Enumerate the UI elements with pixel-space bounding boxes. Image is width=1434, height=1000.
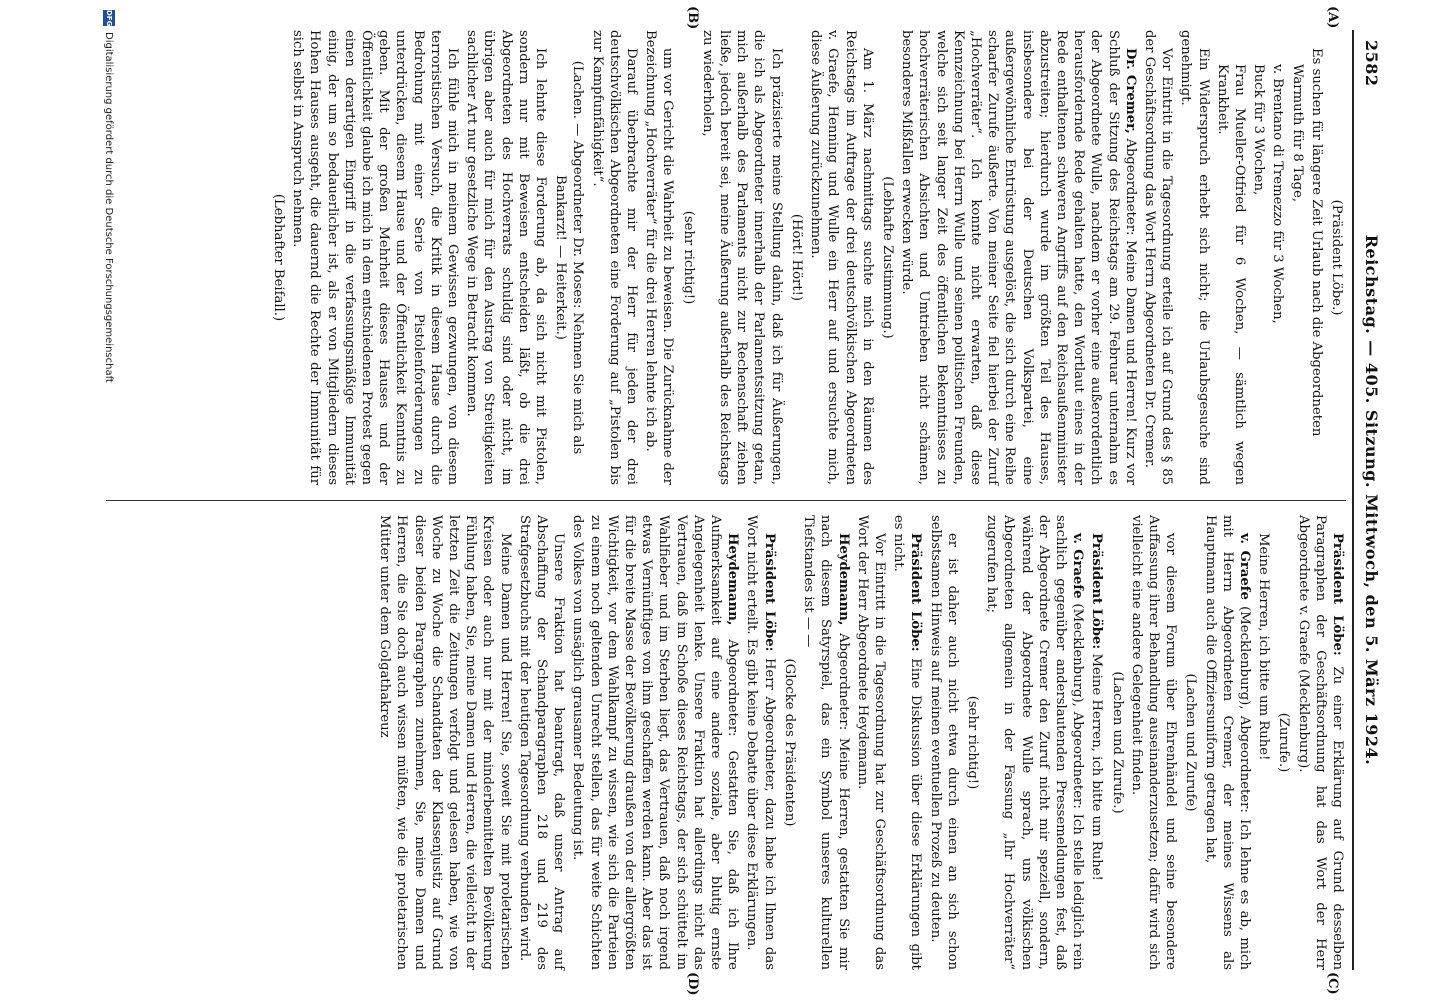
margin-mark-d: (D) (685, 972, 700, 996)
speech-text: Abgeordneter: Meine Herren, gestatten Sie mir nach diesem Satyrspiel, das ein Symbol unseres kulturellen Tiefstandes ist — — (801, 515, 851, 970)
paragraph: Ich fühle mich in meinem Gewissen gezwungen, von diesem terroristischen Versuch, die Kritik in diesem Hause durch die Bedrohung mit einer Serie von Pistolenforderungen zu unterdrücken, diesem Hause und der Öffentlichkeit Kenntnis zu geben. Mit der großen Mehrheit dieses Hauses und der Öffentlichkeit glaube ich mich in dem entschiedenen Protest gegen einen derartigen Eingriff in die verfassungsmäßige Immunität einig, der um so bedauerlicher ist, als er von Mitgliedern dieses Hohen Hauses ausgeht, die dauernd die Rechte der Immunität für sich selbst in Anspruch nehmen. (290, 30, 461, 485)
speech-text: Zu einer Erklärung auf Grund desselben Paragraphen der Geschäftsordnung hat das Wort der Herr Abgeordnete v. Graefe (Mecklenburg). (1295, 515, 1345, 970)
interjection: (sehr richtig!) (964, 695, 980, 790)
right-text-column (374, 515, 1346, 970)
speech-paragraph (983, 515, 1086, 970)
interjection: (Lachen und Zurufe) (1183, 673, 1199, 812)
list-item: Buck für 3 Wochen, (1251, 64, 1267, 196)
margin-mark-a: (A) (1325, 6, 1340, 29)
speaker-name: Präsident Löbe: (761, 533, 777, 652)
paragraph: Vor Eintritt in die Tagesordnung erteile ich auf Grund des § 85 der Geschäftsordnung das Wort Herrn Abgeordneten Dr. Cremer. (1141, 30, 1175, 485)
header-rule (1352, 30, 1354, 970)
paragraph: Darauf überbrachte mir der Herr für jeden der drei deutschvölkischen Abgeordneten eine Forderung auf „Pistolen bis zur Kampfunfähigkeit“. (589, 30, 640, 485)
document-page (90, 0, 1390, 1000)
speaker-name: v. Graefe (1070, 533, 1086, 599)
paragraph: vor diesem Forum über Ehrenhändel und seine besondere Auffassung ihrer Behandlung auseinanderzusetzen; dafür wird sich vielleicht eine andere Gelegenheit finden. (1128, 515, 1179, 970)
interjection: (Lachen und Zurufe.) (1109, 671, 1125, 814)
speech-paragraph (1294, 515, 1346, 970)
page-number: 2582 (1362, 40, 1381, 87)
paragraph: Meine Damen und Herren! Sie, soweit Sie mit proletarischen Kreisen oder auch nur mit der minderbemittelten Bevölkerung Fühlung haben, Sie, meine Damen und Herren, die vielleicht in der letzten Zeit die Zeitungen verfolgt und gelesen haben, wie von Woche zu Woche die Schandtaten der Klassenjustiz auf Grund dieser beiden Paragraphen zunehmen, Sie, meine Damen und Herren, die Sie doch auch wissen müßten, wie die proletarischen Mütter unter dem Golgathakreuz (377, 515, 513, 970)
paragraph: Ein Widerspruch erhebt sich nicht; die Urlaubsgesuche sind genehmigt. (1178, 30, 1211, 485)
speech-text: Herr Abgeordneter, dazu habe ich Ihnen das Wort nicht erteilt. Es gibt keine Debatte über diese Erklärungen. (744, 515, 777, 971)
speaker-name: v. Graefe (1236, 533, 1252, 600)
interjection: (Lebhafte Zustimmung.) (879, 176, 895, 339)
speech-paragraph (569, 515, 741, 970)
paragraph: Vor Eintritt in die Tagesordnung hat zur Geschäftsordnung das Wort der Herr Abgeordnete Heydemann. (854, 515, 887, 970)
paragraph: Am 1. März nachmittags suchte mich in den Räumen des Reichstags im Auftrage der drei deutschvölkischen Abgeordneten v. Graefe, Henning und Wulle ein Herr auf und ersuchte mich, diese Äußerung zurückzunehmen. (808, 30, 875, 485)
list-item: Warmuth für 8 Tage, (1289, 64, 1305, 203)
paragraph: er ist daher auch nicht etwa durch einen an sich schon selbstsamen Hinweis auf meinen eventuellen Prozeß zu deuten. (927, 515, 960, 970)
interjection: (Hört! Hört!) (788, 213, 804, 302)
speaker-name: Heydemann, (835, 533, 851, 626)
left-text-column (267, 30, 1346, 485)
interjection: (Lebhafter Beifall.) (271, 193, 287, 322)
interjection: (Präsident Löbe.) (1329, 199, 1344, 316)
speaker-name: Präsident Löbe: (1330, 533, 1345, 656)
column-divider (106, 500, 1346, 501)
paragraph: Ich präzisierte meine Stellung dahin, daß ich für Äußerungen, die ich als Abgeordneter innerhalb der Parlamentssitzung getan, mich außerhalb des Parlaments nicht zur Rechenschaft ziehen ließe, jedoch bereit sei, meine Äußerung außerhalb des Reichstags zu wiederholen, (699, 30, 784, 485)
page-header (1358, 30, 1384, 970)
speaker-name: Präsident Löbe: (1089, 533, 1105, 650)
dfg-logo: DFG (105, 10, 113, 27)
speaker-name: Präsident Löbe: (908, 533, 924, 652)
interjection: (Zurufe.) (1276, 712, 1292, 773)
speech-text: Meine Herren, ich bitte um Ruhe! (1089, 649, 1105, 881)
header-title: Reichstag. — 405. Sitzung. Mittwoch, den 5. März 1924. (1362, 234, 1381, 766)
paragraph: Es suchen für längere Zeit Urlaub nach die Abgeordneten (1308, 48, 1324, 437)
speech-paragraph (1088, 515, 1105, 970)
speech-text: Abgeordneter: Meine Damen und Herren! Kurz vor Schluß der Sitzung des Reichstags am 29. Februar unternahm es der Abgeordnete Wulle, nachdem er vorher eine außerordentlich herausfordernde Rede gehalten hatte, den Wortlaut eines in der Rede enthaltenen schweren Angriffs auf den Reichsaußenminister abzustreiten; hierdurch wurde im größten Teil des Hauses, insbesondere bei der Deutschen Volkspartei, eine außergewöhnliche Entrüstung ausgelöst, die sich durch eine Reihe scharfer Zurufe äußerte. Von meiner Seite fiel hierbei der Zuruf „Hochverräter“. Ich konnte nicht erwarten, daß diese Kennzeichnung bei Herrn Wulle und seinen politischen Freunden, welche sich seit langer Zeit des öffentlichen Bekenntnisses zu hochverräterischen Absichten und Umtrieben nicht schämen, besonderes Mißfallen erwecken würde. (899, 30, 1138, 485)
speech-paragraph (890, 515, 924, 970)
speech-text: Abgeordneter: Gestatten Sie, daß ich Ihre Aufmerksamkeit auf eine andere soziale, aber blutig ernste Angelegenheit lenke. Unsere Fraktion hat allerdings nicht das Vertrauen, daß im Schoße dieses Reichstags, der sich schüttelt im Wahlfieber und im Sterben liegt, das Vertrauen, daß noch irgend etwas Vernünftiges von ihm geschaffen werden kann. Aber das ist für die breite Masse der Bevölkerung draußen von der allergrößten Wichtigkeit, vor dem Wahlkampf zu wissen, wie sich die Parteien zu einem noch geltenden Unrecht stellen, das für weite Schichten des Volkes von unsäglich grausamer Bedeutung ist. (570, 515, 741, 970)
speech-paragraph (1201, 515, 1253, 970)
speech-paragraph (898, 30, 1139, 485)
digitization-note (98, 10, 120, 990)
speaker-name: Heydemann, (725, 533, 741, 626)
paragraph: Ich lehnte diese Forderung ab, da sich nicht mit Pistolen, sondern nur mit Beweisen entscheiden läßt, ob die drei Abgeordneten des Hochverrats schuldig sind oder nicht, im übrigen aber auch für mich für den Austrag von Streitigkeiten sachlicher Art nur gesetzliche Wege in Betracht kommen. (464, 30, 549, 485)
speech-text: (Mecklenburg), Abgeordneter: Ich stelle lediglich rein sachlich gegenüber anderslautenden Pressemeldungen fest, daß der Abgeordnete Cremer den Zuruf nicht mir speziell, sondern, während der Abgeordnete Wulle sprach, uns völkischen Abgeordneten allgemein in der Fassung „Ihr Hochverräter“ zugerufen hat; (984, 515, 1086, 970)
speech-paragraph (800, 515, 852, 970)
interjection: (sehr richtig!) (680, 210, 696, 305)
digitization-note-text: Digitalisierung gefördert durch die Deutsche Forschungsgemeinschaft (103, 32, 115, 383)
list-item: v. Brentano di Tremezzo für 3 Wochen, (1270, 64, 1286, 324)
margin-mark-b: (B) (685, 6, 700, 30)
list-item: Frau Mueller-Otfried für 6 Wochen, — sämtlich wegen Krankheit. (1214, 64, 1247, 485)
speech-text: (Mecklenburg), Abgeordneter: Ich lehne es ab, mich mit Herrn Abgeordneten Cremer, der meines Wissens als Hauptmann auch die Offiziersuniform getragen hat, (1202, 515, 1252, 970)
interjection: (Lachen. — Abgeordneter Dr. Moses: Nehmen Sie mich als Bankarzt! — Heiterkeit.) (553, 60, 586, 455)
paragraph: Unsere Fraktion hat beantragt, daß unser Antrag auf Abschaffung der Schandparagraphen 218 und 219 des Strafgesetzbuchs mit der heutigen Tagesordnung verbunden wird. (516, 515, 567, 970)
speech-paragraph (743, 515, 777, 970)
interjection: (Glocke des Präsidenten) (781, 658, 797, 827)
margin-mark-c: (C) (1325, 972, 1340, 995)
paragraph: Meine Herren, ich bitte um Ruhe! (1256, 533, 1272, 761)
speech-text: Eine Diskussion über diese Erklärungen gibt es nicht. (891, 515, 924, 970)
paragraph: um vor Gericht die Wahrheit zu beweisen. Die Zurücknahme der Bezeichnung „Hochverräter“ für die drei Herren lehnte ich ab. (643, 30, 676, 485)
speaker-name: Dr. Cremer, (1122, 48, 1138, 134)
